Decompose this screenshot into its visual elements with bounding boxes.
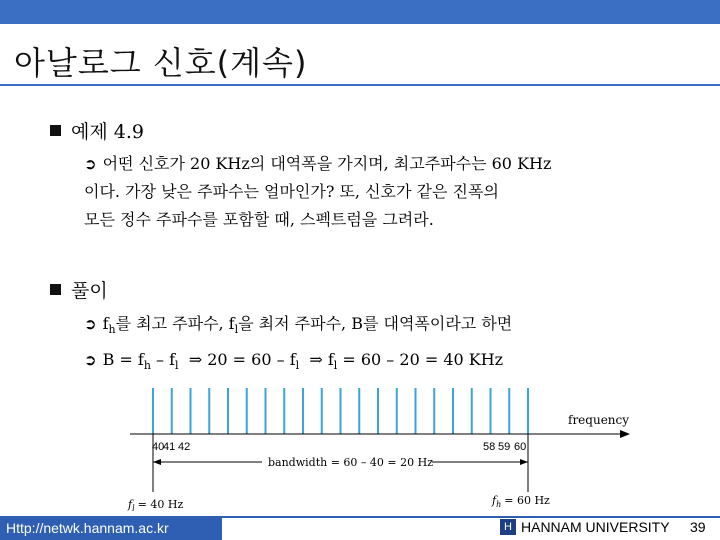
solution-line-1: ➲ $f_h$를 최고 주파수, $f_l$을 최저 주파수, B를 대역폭이라고 하면 [84,314,513,337]
arrow-bullet-icon: ➲ [84,351,97,369]
problem-line-2: 이다. 가장 낮은 주파수는 얼마인가? 또, 신호가 같은 진폭의 [84,182,499,201]
tick-label-40: 40 [152,441,165,453]
slide-title: 아날로그 신호(계속) [14,44,308,82]
tick-label-59: 59 [498,441,511,453]
bracket-left-arrow-icon [153,459,161,465]
spectrum-figure [0,380,720,516]
title-divider [0,84,720,86]
problem-line-1: ➲ 어떤 신호가 20 KHz의 대역폭을 가지며, 최고주파수는 60 KHz [84,154,552,173]
tick-label-41: 41 [163,441,176,453]
solution-label: 풀이 [71,280,108,302]
tick-label-60: 60 [514,441,527,453]
example-heading [50,117,144,144]
solution-heading [50,276,108,303]
fh-label: $f_h = 60$ Hz [492,494,550,509]
tick-label-42: 42 [178,441,191,453]
tick-label-58: 58 [483,441,496,453]
solution-line-2: ➲ $B = f_h - f_l$ ⇒ $20 = 60 - f_l$ ⇒ $f_l = 60 - 20 = 40$ KHz [84,350,504,373]
arrow-bullet-icon: ➲ [84,315,97,333]
top-accent-bar [0,0,720,24]
arrow-bullet-icon: ➲ [84,155,97,173]
problem-text [84,150,704,234]
footer-url: Http://netwk.hannam.ac.kr [0,516,222,540]
square-bullet-icon [50,284,61,295]
bandwidth-label: bandwidth = 60 – 40 = 20 Hz [268,456,433,469]
bracket-right-arrow-icon [520,459,528,465]
footer-university [500,519,670,535]
example-label: 예제 4.9 [71,121,144,143]
fl-label: $f_l = 40$ Hz [128,498,184,513]
frequency-label: frequency [568,413,630,427]
page-number: 39 [690,519,706,535]
university-logo-icon: H [500,519,516,535]
square-bullet-icon [50,125,61,136]
spectrum-lines [153,388,528,434]
problem-line-3: 모든 정수 주파수를 포함할 때, 스펙트럼을 그려라. [84,210,434,229]
university-name: HANNAM UNIVERSITY [521,519,670,535]
axis-arrow-icon [620,430,630,438]
